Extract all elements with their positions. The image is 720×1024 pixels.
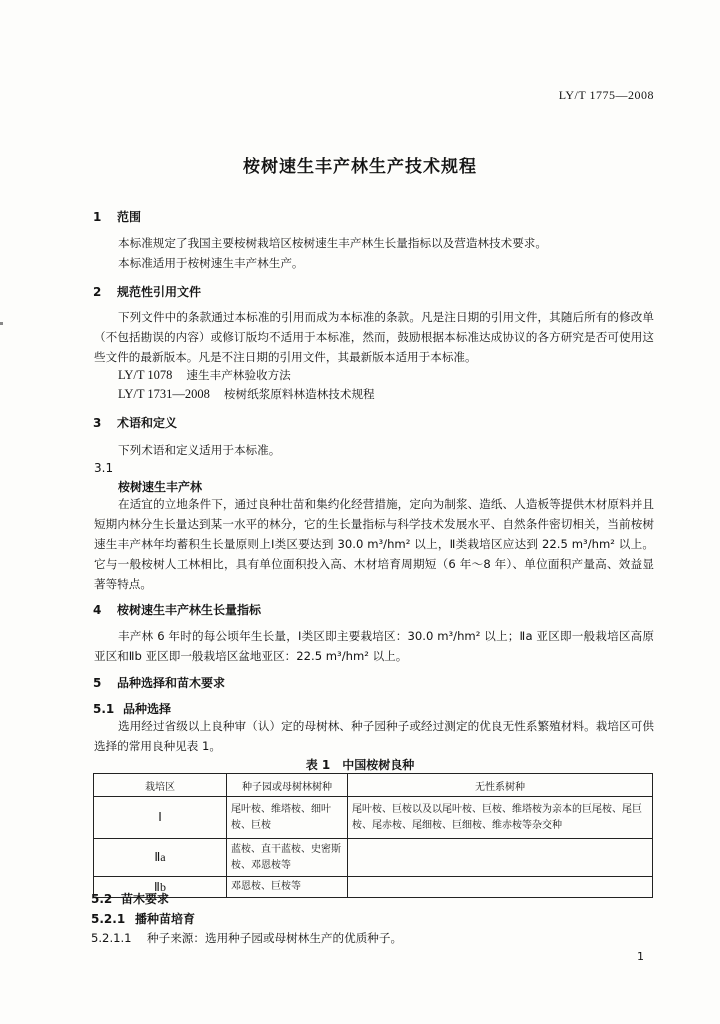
section-number: 1	[93, 210, 102, 224]
region-cell: Ⅱb	[94, 877, 227, 898]
table-header-row	[94, 774, 653, 797]
table-row	[94, 877, 653, 898]
table-header-cell: 种子园或母树林树种	[227, 774, 348, 797]
scan-mark	[0, 322, 3, 325]
page-number: 1	[637, 950, 644, 963]
reference-code: LY/T 1731—2008	[118, 387, 210, 401]
section-5-2-1-1-item	[91, 930, 402, 946]
reference-item	[118, 367, 291, 383]
reference-title: 桉树纸浆原料林造林技术规程	[223, 387, 375, 401]
section-number: 5.1	[93, 702, 115, 716]
reference-item	[118, 386, 375, 402]
clone-species-cell: 尾叶桉、巨桉以及以尾叶桉、巨桉、维塔桉为亲本的巨尾桉、尾巨桉、尾赤桉、尾细桉、巨细桉、维赤桉等杂交种	[348, 797, 653, 839]
section-title: 术语和定义	[117, 416, 178, 430]
region-cell: Ⅱa	[94, 839, 227, 877]
section-4-heading	[93, 601, 261, 618]
table-1-caption: 表 1 中国桉树良种	[305, 758, 415, 772]
reference-title: 速生丰产林验收方法	[186, 368, 291, 382]
section-5-1-paragraph: 选用经过省级以上良种审（认）定的母树林、种子园种子或经过测定的优良无性系繁殖材料。栽培区可供选择的常用良种见表 1。	[94, 719, 654, 753]
seed-species-cell: 蓝桉、直干蓝桉、史密斯桉、邓恩桉等	[227, 839, 348, 877]
section-3-heading	[93, 414, 177, 431]
section-3-paragraph-1: 下列术语和定义适用于本标准。	[118, 443, 281, 457]
standard-code: LY/T 1775—2008	[558, 88, 654, 102]
term-name: 桉树速生丰产林	[118, 480, 203, 494]
table-header-cell: 栽培区	[94, 774, 227, 797]
table-header-cell: 无性系树种	[348, 774, 653, 797]
section-title: 品种选择和苗木要求	[117, 676, 226, 690]
table-row	[94, 797, 653, 839]
section-number: 5	[93, 676, 102, 690]
section-2-paragraph-1: 下列文件中的条款通过本标准的引用而成为本标准的条款。凡是注日期的引用文件，其随后所有的修改单（不包括勘误的内容）或修订版均不适用于本标准，然而，鼓励根据本标准达成协议的各方研究是否可使用这些文件的最新版本。凡是不注日期的引用文件，其最新版本适用于本标准。	[94, 310, 654, 364]
section-title: 品种选择	[123, 702, 172, 716]
item-text: 种子来源：选用种子园或母树林生产的优质种子。	[147, 931, 403, 945]
section-number: 3	[93, 416, 102, 430]
section-5-heading	[93, 674, 225, 691]
section-number: 5.2.1	[91, 912, 126, 926]
section-4-paragraph-1: 丰产林 6 年时的每公顷年生长量，Ⅰ类区即主要栽培区：30.0 m³/hm² 以上；Ⅱa 亚区即一般栽培区高原亚区和Ⅱb 亚区即一般栽培区盆地亚区：22.5 m³/hm² 以上。	[94, 629, 654, 663]
section-title: 播种苗培育	[135, 912, 196, 926]
section-1-paragraph-1: 本标准规定了我国主要桉树栽培区桉树速生丰产林生长量指标以及营造林技术要求。	[118, 236, 547, 250]
clone-species-cell	[348, 839, 653, 877]
section-number: 5.2	[91, 892, 113, 906]
section-title: 规范性引用文件	[117, 285, 202, 299]
section-5-2-heading	[91, 890, 169, 907]
table-row	[94, 839, 653, 877]
section-5-2-1-heading	[91, 910, 195, 927]
section-1-heading	[93, 208, 141, 225]
section-5-1-heading	[93, 700, 171, 717]
section-title: 范围	[117, 210, 142, 224]
reference-code: LY/T 1078	[118, 368, 173, 382]
term-number: 3.1	[94, 461, 114, 475]
section-2-heading	[93, 283, 201, 300]
section-title: 桉树速生丰产林生长量指标	[117, 603, 262, 617]
region-cell: Ⅰ	[94, 797, 227, 839]
document-title: 桉树速生丰产林生产技术规程	[243, 157, 477, 177]
seed-species-cell: 邓恩桉、巨桉等	[227, 877, 348, 898]
section-number: 5.2.1.1	[91, 931, 132, 945]
seed-species-cell: 尾叶桉、维塔桉、细叶桉、巨桉	[227, 797, 348, 839]
section-1-paragraph-2: 本标准适用于桉树速生丰产林生产。	[118, 256, 304, 270]
section-number: 2	[93, 285, 102, 299]
section-number: 4	[93, 603, 102, 617]
clone-species-cell	[348, 877, 653, 898]
term-definition: 在适宜的立地条件下，通过良种壮苗和集约化经营措施，定向为制浆、造纸、人造板等提供木材原料并且短期内林分生长量达到某一水平的林分，它的生长量指标与科学技术发展水平、自然条件密切相关，当前桉树速生丰产林年均蓄积生长量原则上Ⅰ类区要达到 30.0 m³/hm² 以上，Ⅱ类栽培区应达到 22.5 m³/hm² 以上。它与一般桉树人工林相比，具有单位面积投入高、木材培育周期短（6 年～8 年）、单位面积产量高、效益显著等特点。	[94, 497, 654, 591]
table-1	[93, 773, 653, 898]
section-title: 苗木要求	[121, 892, 170, 906]
